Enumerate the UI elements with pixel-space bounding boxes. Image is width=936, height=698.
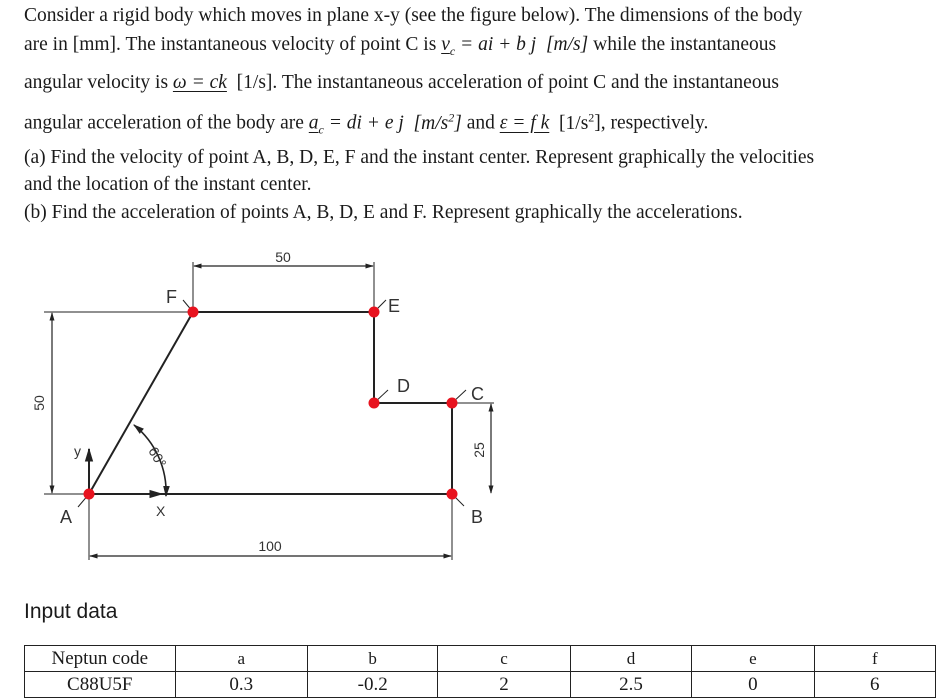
angular-accel-unit: [$1/s^2$ — [559, 110, 595, 134]
problem-line-4-text: angular acceleration of the body are — [24, 112, 304, 134]
label-c: C — [471, 384, 484, 404]
problem-line-4-end: ], respectively. — [594, 112, 709, 134]
header-c: c — [438, 646, 570, 672]
value-e: 0 — [692, 672, 814, 698]
point-a — [84, 489, 95, 500]
body-outline — [89, 312, 452, 494]
label-e: E — [388, 296, 401, 316]
problem-line-2 — [24, 35, 776, 57]
value-b: -0.2 — [307, 672, 437, 698]
table-value-row — [25, 672, 936, 698]
and-text: and — [466, 112, 495, 134]
velocity-c-symbol: v — [441, 34, 450, 55]
point-e — [369, 307, 380, 318]
velocity-c-subscript: c — [449, 43, 456, 58]
table-header-row — [25, 646, 936, 672]
accel-c-expression: = di + e j — [328, 112, 404, 134]
point-b — [447, 489, 458, 500]
y-axis-label: y — [74, 443, 81, 459]
header-f: f — [814, 646, 935, 672]
label-a: A — [60, 507, 73, 527]
header-b: b — [307, 646, 437, 672]
value-a: 0.3 — [175, 672, 307, 698]
velocity-unit: [m/s] — [545, 34, 589, 55]
point-d — [369, 398, 380, 409]
value-d: 2.5 — [570, 672, 691, 698]
dim-top-label: 50 — [275, 249, 291, 265]
accel-c-subscript: c — [318, 122, 324, 137]
angular-accel-expression: ε = f k — [499, 112, 550, 134]
header-e: e — [692, 646, 814, 672]
header-neptun-code: Neptun code — [25, 646, 176, 672]
dim-left-label: 50 — [31, 395, 47, 411]
problem-line-2-end: while the instantaneous — [593, 34, 777, 55]
input-data-table — [24, 645, 936, 698]
angular-velocity-expression: ω = ck — [172, 72, 227, 93]
dim-right-label: 25 — [471, 442, 487, 458]
value-c: 2 — [438, 672, 570, 698]
label-f: F — [166, 287, 177, 307]
question-a-line-1: (a) Find the velocity of point A, B, D, E, F and the instant center. Represent graphically the velocities — [24, 147, 815, 168]
dim-bottom-label: 100 — [258, 538, 282, 554]
label-d: D — [397, 376, 410, 396]
header-a: a — [175, 646, 307, 672]
accel-c-symbol: a — [308, 112, 319, 134]
question-b: (b) Find the acceleration of points A, B, D, E and F. Represent graphically the accelerations. — [24, 202, 743, 223]
velocity-c-expression: = ai + b j — [460, 34, 537, 55]
header-d: d — [570, 646, 691, 672]
value-neptun-code: C88U5F — [25, 672, 176, 698]
angular-velocity-unit: [1/s] — [236, 72, 273, 93]
problem-line-1: Consider a rigid body which moves in plane x-y (see the figure below). The dimensions of the body — [24, 5, 803, 26]
input-data-title: Input data — [24, 600, 118, 623]
value-f: 6 — [814, 672, 935, 698]
rigid-body-figure — [0, 235, 640, 585]
point-f — [188, 307, 199, 318]
problem-line-3-text: angular velocity is — [24, 72, 169, 93]
question-a-line-2: and the location of the instant center. — [24, 174, 312, 195]
label-b: B — [471, 507, 484, 527]
angle-label: 60° — [145, 443, 170, 471]
problem-line-3 — [24, 73, 779, 93]
accel-unit: $[m/s^2]$ — [413, 110, 462, 134]
problem-line-2-text: are in [mm]. The instantaneous velocity of point C is — [24, 34, 437, 55]
problem-line-3-end: . The instantaneous acceleration of point C and the instantaneous — [272, 72, 779, 93]
x-axis-label: X — [156, 503, 166, 519]
problem-line-4 — [24, 111, 708, 135]
point-c — [447, 398, 458, 409]
